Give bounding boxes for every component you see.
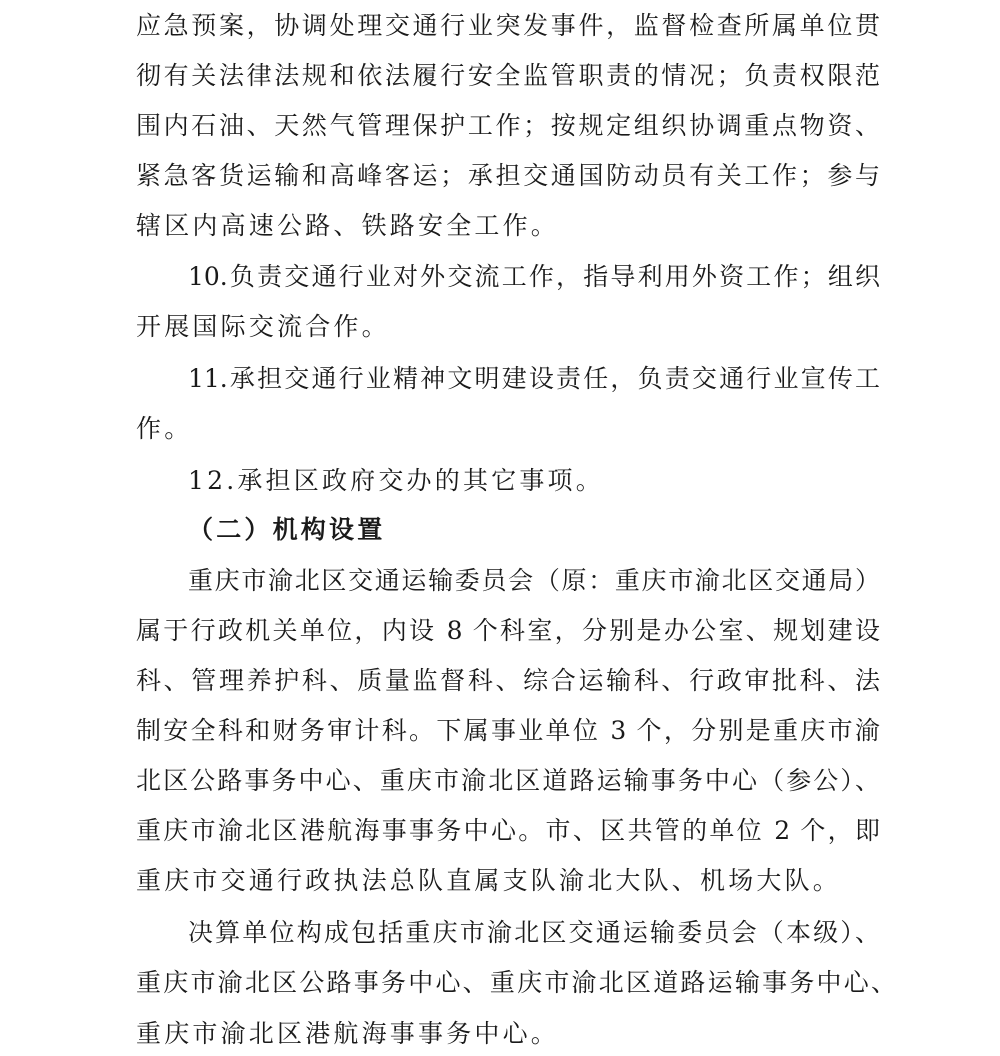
paragraph-line: 作。	[136, 414, 193, 443]
paragraph-line: 开展国际交流合作。	[136, 312, 390, 341]
paragraph-line: 重庆市渝北区港航海事事务中心。市、区共管的单位 2 个，即	[136, 816, 880, 845]
paragraph-line: 重庆市交通行政执法总队直属支队渝北大队、机场大队。	[136, 866, 842, 895]
paragraph-line: 应急预案，协调处理交通行业突发事件，监督检查所属单位贯	[136, 11, 880, 40]
paragraph-line: 重庆市渝北区公路事务中心、重庆市渝北区道路运输事务中心、	[136, 968, 896, 997]
paragraph-line: 决算单位构成包括重庆市渝北区交通运输委员会（本级）、	[188, 918, 880, 947]
paragraph-line: 围内石油、天然气管理保护工作；按规定组织协调重点物资、	[136, 111, 880, 140]
paragraph-line: 属于行政机关单位，内设 8 个科室，分别是办公室、规划建设	[136, 616, 880, 645]
paragraph-line: 重庆市渝北区港航海事事务中心。	[136, 1019, 560, 1048]
list-item-11: 11.承担交通行业精神文明建设责任，负责交通行业宣传工	[188, 364, 880, 393]
paragraph-line: 紧急客货运输和高峰客运；承担交通国防动员有关工作；参与	[136, 161, 880, 190]
paragraph-line: 科、管理养护科、质量监督科、综合运输科、行政审批科、法	[136, 666, 880, 695]
paragraph-line: 制安全科和财务审计科。下属事业单位 3 个，分别是重庆市渝	[136, 716, 880, 745]
list-item-10: 10.负责交通行业对外交流工作，指导利用外资工作；组织	[188, 262, 880, 291]
paragraph-line: 北区公路事务中心、重庆市渝北区道路运输事务中心（参公）、	[136, 766, 880, 795]
paragraph-line: 重庆市渝北区交通运输委员会（原：重庆市渝北区交通局）	[188, 566, 880, 595]
section-heading: （二）机构设置	[188, 515, 386, 544]
list-item-12: 12.承担区政府交办的其它事项。	[188, 466, 604, 495]
document-page	[136, 0, 896, 1056]
paragraph-line: 辖区内高速公路、铁路安全工作。	[136, 211, 560, 240]
paragraph-line: 彻有关法律法规和依法履行安全监管职责的情况；负责权限范	[136, 61, 880, 90]
